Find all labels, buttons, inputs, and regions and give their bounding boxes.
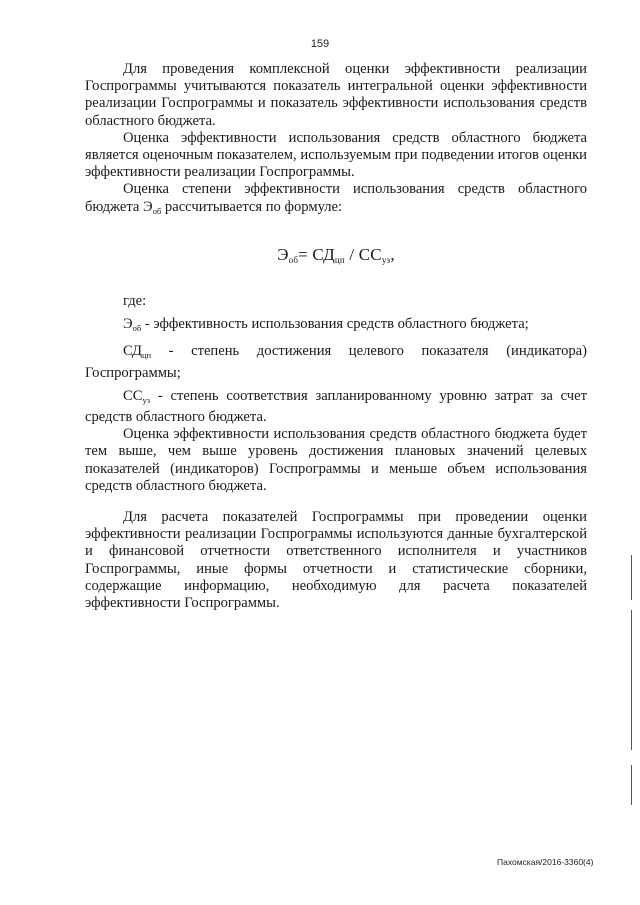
scan-edge-mark [631, 610, 632, 750]
page-number: 159 [310, 38, 330, 50]
paragraph-1: Для проведения комплексной оценки эффективности реализации Госпрограммы учитываются показатель интегральной оценки эффективности реализации Госпрограммы и показатель эффективности использования средств областного бюджета. [85, 61, 587, 129]
paragraph-5: Для расчета показателей Госпрограммы при проведении оценки эффективности реализации Госпрограммы используются данные бухгалтерской и финансовой отчетности ответственного исполнителя и участников Госпрограммы, иные формы отчетности и статистические сборники, содержащие информацию, необходимую для расчета показателей эффективности Госпрограммы. [85, 509, 587, 612]
definition-cost-compliance: $СС_{уз}$ - степень соответствия запланированному уровню затрат за счет средств областного бюджета. [85, 387, 587, 426]
paragraph-4: Оценка эффективности использования средств областного бюджета будет тем выше, чем выше уровень достижения плановых значений целевых показателей (индикаторов) Госпрограммы и меньше объем использования средств областного бюджета. [85, 426, 587, 494]
definition-efficiency: $Э_{об}$ - эффективность использования средств областного бюджета; [123, 316, 529, 334]
scan-edge-mark [631, 555, 632, 600]
document-body [85, 61, 587, 612]
document-footer-code: Пахомская/2016-3360(4) [497, 857, 594, 867]
efficiency-formula: $Э_{об}= СД_{цп} / СС_{уз}$, [277, 244, 395, 265]
paragraph-3: Оценка степени эффективности использования средств областного бюджета $Э_{об}$ рассчитывается по формуле: [85, 181, 587, 216]
definition-target-achievement: $СД_{цп}$ - степень достижения целевого показателя (индикатора) Госпрограммы; [85, 343, 587, 381]
scan-edge-mark [631, 765, 632, 805]
paragraph-2: Оценка эффективности использования средств областного бюджета является оценочным показателем, используемым при подведении итогов оценки эффективности реализации Госпрограммы. [85, 129, 587, 181]
where-label: где: [123, 293, 147, 310]
